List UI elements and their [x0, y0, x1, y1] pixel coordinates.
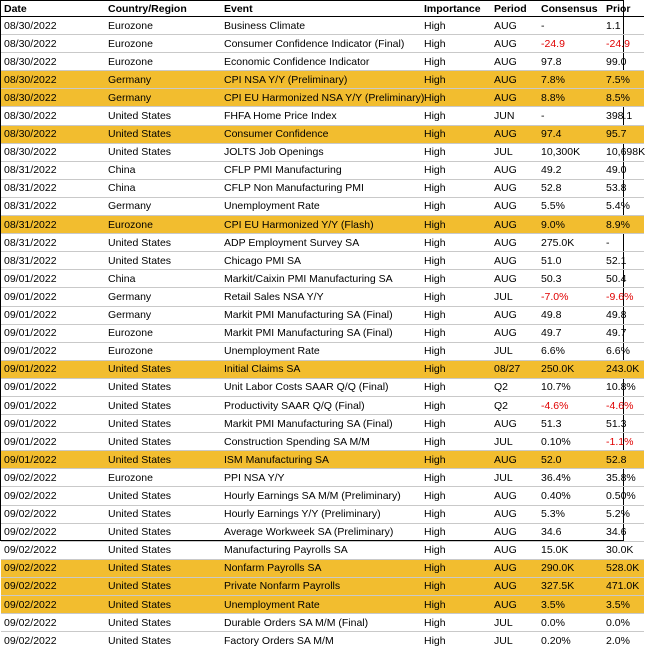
prior-cell: 95.7 — [603, 125, 644, 143]
consensus-cell: 0.20% — [538, 632, 603, 649]
period-cell: AUG — [491, 53, 538, 71]
consensus-cell: -4.6% — [538, 396, 603, 414]
table-row — [1, 270, 644, 288]
consensus-cell: -7.0% — [538, 288, 603, 306]
prior-cell: 99.0 — [603, 53, 644, 71]
importance-cell: High — [421, 324, 491, 342]
table-row-highlighted — [1, 89, 644, 107]
event-cell: Unit Labor Costs SAAR Q/Q (Final) — [221, 378, 421, 396]
importance-cell: High — [421, 378, 491, 396]
date-cell: 08/31/2022 — [1, 161, 105, 179]
date-cell: 09/02/2022 — [1, 487, 105, 505]
date-cell: 08/30/2022 — [1, 107, 105, 125]
country-cell: China — [105, 179, 221, 197]
column-header-event: Event — [221, 1, 421, 17]
period-cell: AUG — [491, 252, 538, 270]
event-cell: Durable Orders SA M/M (Final) — [221, 614, 421, 632]
header-row — [1, 1, 644, 17]
importance-cell: High — [421, 234, 491, 252]
table-row — [1, 614, 644, 632]
importance-cell: High — [421, 125, 491, 143]
country-cell: United States — [105, 505, 221, 523]
table-row — [1, 415, 644, 433]
country-cell: United States — [105, 523, 221, 541]
event-cell: Economic Confidence Indicator — [221, 53, 421, 71]
date-cell: 09/02/2022 — [1, 577, 105, 595]
prior-cell: 7.5% — [603, 71, 644, 89]
consensus-cell: 51.3 — [538, 415, 603, 433]
period-cell: AUG — [491, 487, 538, 505]
event-cell: CPI NSA Y/Y (Preliminary) — [221, 71, 421, 89]
table-row — [1, 179, 644, 197]
importance-cell: High — [421, 523, 491, 541]
period-cell: AUG — [491, 577, 538, 595]
consensus-cell: 9.0% — [538, 216, 603, 234]
period-cell: AUG — [491, 451, 538, 469]
date-cell: 09/02/2022 — [1, 505, 105, 523]
table-row — [1, 505, 644, 523]
country-cell: United States — [105, 614, 221, 632]
consensus-cell: 6.6% — [538, 342, 603, 360]
consensus-cell: -24.9 — [538, 35, 603, 53]
event-cell: Markit PMI Manufacturing SA (Final) — [221, 306, 421, 324]
consensus-cell: 10,300K — [538, 143, 603, 161]
consensus-cell: 275.0K — [538, 234, 603, 252]
prior-cell: -1.1% — [603, 433, 644, 451]
country-cell: Eurozone — [105, 53, 221, 71]
table-row — [1, 433, 644, 451]
prior-cell: 10,698K — [603, 143, 644, 161]
consensus-cell: 34.6 — [538, 523, 603, 541]
period-cell: AUG — [491, 324, 538, 342]
prior-cell: 2.0% — [603, 632, 644, 649]
country-cell: China — [105, 270, 221, 288]
importance-cell: High — [421, 252, 491, 270]
consensus-cell: 0.0% — [538, 614, 603, 632]
prior-cell: 49.8 — [603, 306, 644, 324]
event-cell: Unemployment Rate — [221, 197, 421, 215]
importance-cell: High — [421, 107, 491, 125]
event-cell: ISM Manufacturing SA — [221, 451, 421, 469]
table-row — [1, 161, 644, 179]
importance-cell: High — [421, 89, 491, 107]
prior-cell: 30.0K — [603, 541, 644, 559]
date-cell: 08/31/2022 — [1, 216, 105, 234]
table-body — [1, 17, 644, 649]
country-cell: United States — [105, 596, 221, 614]
period-cell: AUG — [491, 523, 538, 541]
country-cell: Germany — [105, 89, 221, 107]
consensus-cell: 10.7% — [538, 378, 603, 396]
importance-cell: High — [421, 415, 491, 433]
table-row — [1, 306, 644, 324]
period-cell: AUG — [491, 306, 538, 324]
country-cell: Eurozone — [105, 324, 221, 342]
event-cell: CFLP PMI Manufacturing — [221, 161, 421, 179]
event-cell: Nonfarm Payrolls SA — [221, 559, 421, 577]
table-row — [1, 288, 644, 306]
date-cell: 09/01/2022 — [1, 306, 105, 324]
consensus-cell: 7.8% — [538, 71, 603, 89]
event-cell: Hourly Earnings Y/Y (Preliminary) — [221, 505, 421, 523]
prior-cell: -24.9 — [603, 35, 644, 53]
period-cell: AUG — [491, 89, 538, 107]
country-cell: Germany — [105, 306, 221, 324]
event-cell: CPI EU Harmonized NSA Y/Y (Preliminary) — [221, 89, 421, 107]
period-cell: AUG — [491, 234, 538, 252]
country-cell: Eurozone — [105, 216, 221, 234]
event-cell: Average Workweek SA (Preliminary) — [221, 523, 421, 541]
prior-cell: 5.4% — [603, 197, 644, 215]
event-cell: Unemployment Rate — [221, 596, 421, 614]
importance-cell: High — [421, 487, 491, 505]
prior-cell: 243.0K — [603, 360, 644, 378]
event-cell: Factory Orders SA M/M — [221, 632, 421, 649]
table-row — [1, 487, 644, 505]
column-header-prior: Prior — [603, 1, 644, 17]
country-cell: United States — [105, 433, 221, 451]
event-cell: Manufacturing Payrolls SA — [221, 541, 421, 559]
consensus-cell: 49.7 — [538, 324, 603, 342]
consensus-cell: - — [538, 107, 603, 125]
importance-cell: High — [421, 596, 491, 614]
period-cell: AUG — [491, 179, 538, 197]
consensus-cell: 5.3% — [538, 505, 603, 523]
table-row — [1, 324, 644, 342]
date-cell: 08/30/2022 — [1, 125, 105, 143]
event-cell: CPI EU Harmonized Y/Y (Flash) — [221, 216, 421, 234]
period-cell: AUG — [491, 197, 538, 215]
importance-cell: High — [421, 53, 491, 71]
importance-cell: High — [421, 469, 491, 487]
table-row — [1, 541, 644, 559]
prior-cell: 34.6 — [603, 523, 644, 541]
consensus-cell: 52.0 — [538, 451, 603, 469]
consensus-cell: 36.4% — [538, 469, 603, 487]
country-cell: United States — [105, 252, 221, 270]
event-cell: Initial Claims SA — [221, 360, 421, 378]
table-row — [1, 378, 644, 396]
date-cell: 08/30/2022 — [1, 35, 105, 53]
importance-cell: High — [421, 179, 491, 197]
table-row — [1, 632, 644, 649]
table-row — [1, 17, 644, 35]
column-header-country-region: Country/Region — [105, 1, 221, 17]
prior-cell: 6.6% — [603, 342, 644, 360]
period-cell: JUL — [491, 433, 538, 451]
consensus-cell: 52.8 — [538, 179, 603, 197]
table-row-highlighted — [1, 360, 644, 378]
prior-cell: 1.1 — [603, 17, 644, 35]
event-cell: CFLP Non Manufacturing PMI — [221, 179, 421, 197]
period-cell: JUL — [491, 614, 538, 632]
date-cell: 08/30/2022 — [1, 89, 105, 107]
consensus-cell: 3.5% — [538, 596, 603, 614]
event-cell: Hourly Earnings SA M/M (Preliminary) — [221, 487, 421, 505]
date-cell: 08/31/2022 — [1, 179, 105, 197]
table-row-highlighted — [1, 559, 644, 577]
date-cell: 09/01/2022 — [1, 342, 105, 360]
period-cell: AUG — [491, 559, 538, 577]
country-cell: United States — [105, 360, 221, 378]
date-cell: 08/30/2022 — [1, 71, 105, 89]
period-cell: AUG — [491, 71, 538, 89]
consensus-cell: 15.0K — [538, 541, 603, 559]
consensus-cell: 5.5% — [538, 197, 603, 215]
period-cell: JUL — [491, 469, 538, 487]
importance-cell: High — [421, 559, 491, 577]
prior-cell: 8.5% — [603, 89, 644, 107]
event-cell: Retail Sales NSA Y/Y — [221, 288, 421, 306]
importance-cell: High — [421, 541, 491, 559]
prior-cell: 50.4 — [603, 270, 644, 288]
table-row — [1, 143, 644, 161]
prior-cell: 398.1 — [603, 107, 644, 125]
prior-cell: 51.3 — [603, 415, 644, 433]
country-cell: United States — [105, 378, 221, 396]
consensus-cell: 49.8 — [538, 306, 603, 324]
period-cell: JUN — [491, 107, 538, 125]
date-cell: 08/30/2022 — [1, 143, 105, 161]
importance-cell: High — [421, 17, 491, 35]
country-cell: United States — [105, 143, 221, 161]
prior-cell: -4.6% — [603, 396, 644, 414]
importance-cell: High — [421, 143, 491, 161]
consensus-cell: 0.40% — [538, 487, 603, 505]
event-cell: ADP Employment Survey SA — [221, 234, 421, 252]
date-cell: 09/01/2022 — [1, 415, 105, 433]
importance-cell: High — [421, 433, 491, 451]
column-header-date: Date — [1, 1, 105, 17]
prior-cell: 0.50% — [603, 487, 644, 505]
importance-cell: High — [421, 306, 491, 324]
country-cell: United States — [105, 234, 221, 252]
date-cell: 09/01/2022 — [1, 288, 105, 306]
date-cell: 08/31/2022 — [1, 234, 105, 252]
country-cell: Germany — [105, 288, 221, 306]
table-row — [1, 107, 644, 125]
country-cell: United States — [105, 107, 221, 125]
consensus-cell: 50.3 — [538, 270, 603, 288]
event-cell: JOLTS Job Openings — [221, 143, 421, 161]
consensus-cell: 327.5K — [538, 577, 603, 595]
period-cell: AUG — [491, 270, 538, 288]
date-cell: 09/01/2022 — [1, 324, 105, 342]
consensus-cell: 97.8 — [538, 53, 603, 71]
date-cell: 09/01/2022 — [1, 451, 105, 469]
prior-cell: 52.1 — [603, 252, 644, 270]
country-cell: Eurozone — [105, 17, 221, 35]
country-cell: United States — [105, 559, 221, 577]
country-cell: Eurozone — [105, 35, 221, 53]
consensus-cell: 0.10% — [538, 433, 603, 451]
column-header-consensus: Consensus — [538, 1, 603, 17]
country-cell: Eurozone — [105, 342, 221, 360]
period-cell: AUG — [491, 17, 538, 35]
period-cell: JUL — [491, 288, 538, 306]
country-cell: United States — [105, 577, 221, 595]
table-row — [1, 396, 644, 414]
importance-cell: High — [421, 396, 491, 414]
consensus-cell: 49.2 — [538, 161, 603, 179]
date-cell: 09/02/2022 — [1, 596, 105, 614]
event-cell: Markit/Caixin PMI Manufacturing SA — [221, 270, 421, 288]
period-cell: AUG — [491, 415, 538, 433]
importance-cell: High — [421, 505, 491, 523]
table-header — [1, 1, 644, 17]
event-cell: Construction Spending SA M/M — [221, 433, 421, 451]
prior-cell: 528.0K — [603, 559, 644, 577]
table-row-highlighted — [1, 71, 644, 89]
country-cell: United States — [105, 415, 221, 433]
economic-calendar-table — [1, 1, 644, 649]
period-cell: JUL — [491, 342, 538, 360]
prior-cell: 5.2% — [603, 505, 644, 523]
event-cell: Markit PMI Manufacturing SA (Final) — [221, 415, 421, 433]
importance-cell: High — [421, 360, 491, 378]
date-cell: 09/01/2022 — [1, 270, 105, 288]
period-cell: AUG — [491, 161, 538, 179]
country-cell: United States — [105, 451, 221, 469]
country-cell: Eurozone — [105, 469, 221, 487]
period-cell: AUG — [491, 216, 538, 234]
country-cell: United States — [105, 396, 221, 414]
table-row-highlighted — [1, 216, 644, 234]
prior-cell: 471.0K — [603, 577, 644, 595]
period-cell: JUL — [491, 632, 538, 649]
table-row-highlighted — [1, 577, 644, 595]
importance-cell: High — [421, 35, 491, 53]
prior-cell: 3.5% — [603, 596, 644, 614]
period-cell: Q2 — [491, 378, 538, 396]
country-cell: China — [105, 161, 221, 179]
column-header-importance: Importance — [421, 1, 491, 17]
table-row — [1, 469, 644, 487]
importance-cell: High — [421, 71, 491, 89]
date-cell: 09/02/2022 — [1, 523, 105, 541]
consensus-cell: 51.0 — [538, 252, 603, 270]
prior-cell: - — [603, 234, 644, 252]
importance-cell: High — [421, 632, 491, 649]
prior-cell: 35.8% — [603, 469, 644, 487]
importance-cell: High — [421, 270, 491, 288]
table-row — [1, 252, 644, 270]
period-cell: AUG — [491, 125, 538, 143]
event-cell: Chicago PMI SA — [221, 252, 421, 270]
prior-cell: 53.8 — [603, 179, 644, 197]
date-cell: 09/02/2022 — [1, 632, 105, 649]
table-row-highlighted — [1, 125, 644, 143]
period-cell: JUL — [491, 143, 538, 161]
prior-cell: 49.0 — [603, 161, 644, 179]
importance-cell: High — [421, 577, 491, 595]
country-cell: United States — [105, 632, 221, 649]
country-cell: United States — [105, 125, 221, 143]
importance-cell: High — [421, 288, 491, 306]
prior-cell: 0.0% — [603, 614, 644, 632]
date-cell: 08/31/2022 — [1, 252, 105, 270]
date-cell: 08/31/2022 — [1, 197, 105, 215]
event-cell: Private Nonfarm Payrolls — [221, 577, 421, 595]
event-cell: FHFA Home Price Index — [221, 107, 421, 125]
table-row — [1, 523, 644, 541]
date-cell: 09/02/2022 — [1, 559, 105, 577]
prior-cell: 10.8% — [603, 378, 644, 396]
date-cell: 09/02/2022 — [1, 469, 105, 487]
importance-cell: High — [421, 216, 491, 234]
event-cell: Markit PMI Manufacturing SA (Final) — [221, 324, 421, 342]
country-cell: United States — [105, 487, 221, 505]
importance-cell: High — [421, 451, 491, 469]
prior-cell: 8.9% — [603, 216, 644, 234]
consensus-cell: 250.0K — [538, 360, 603, 378]
table-row-highlighted — [1, 596, 644, 614]
date-cell: 09/01/2022 — [1, 433, 105, 451]
consensus-cell: - — [538, 17, 603, 35]
period-cell: AUG — [491, 596, 538, 614]
event-cell: Consumer Confidence — [221, 125, 421, 143]
prior-cell: -9.6% — [603, 288, 644, 306]
prior-cell: 52.8 — [603, 451, 644, 469]
date-cell: 09/02/2022 — [1, 614, 105, 632]
table-row — [1, 35, 644, 53]
date-cell: 08/30/2022 — [1, 53, 105, 71]
date-cell: 09/01/2022 — [1, 378, 105, 396]
table-row — [1, 197, 644, 215]
date-cell: 09/01/2022 — [1, 396, 105, 414]
importance-cell: High — [421, 342, 491, 360]
period-cell: 08/27 — [491, 360, 538, 378]
event-cell: Unemployment Rate — [221, 342, 421, 360]
consensus-cell: 97.4 — [538, 125, 603, 143]
period-cell: AUG — [491, 505, 538, 523]
country-cell: United States — [105, 541, 221, 559]
event-cell: Productivity SAAR Q/Q (Final) — [221, 396, 421, 414]
period-cell: Q2 — [491, 396, 538, 414]
table-row — [1, 53, 644, 71]
column-header-period: Period — [491, 1, 538, 17]
table-row-highlighted — [1, 451, 644, 469]
event-cell: Business Climate — [221, 17, 421, 35]
period-cell: AUG — [491, 35, 538, 53]
importance-cell: High — [421, 614, 491, 632]
period-cell: AUG — [491, 541, 538, 559]
prior-cell: 49.7 — [603, 324, 644, 342]
importance-cell: High — [421, 197, 491, 215]
date-cell: 09/02/2022 — [1, 541, 105, 559]
date-cell: 08/30/2022 — [1, 17, 105, 35]
event-cell: Consumer Confidence Indicator (Final) — [221, 35, 421, 53]
consensus-cell: 8.8% — [538, 89, 603, 107]
importance-cell: High — [421, 161, 491, 179]
date-cell: 09/01/2022 — [1, 360, 105, 378]
country-cell: Germany — [105, 197, 221, 215]
country-cell: Germany — [105, 71, 221, 89]
table-row — [1, 342, 644, 360]
table-row — [1, 234, 644, 252]
event-cell: PPI NSA Y/Y — [221, 469, 421, 487]
consensus-cell: 290.0K — [538, 559, 603, 577]
